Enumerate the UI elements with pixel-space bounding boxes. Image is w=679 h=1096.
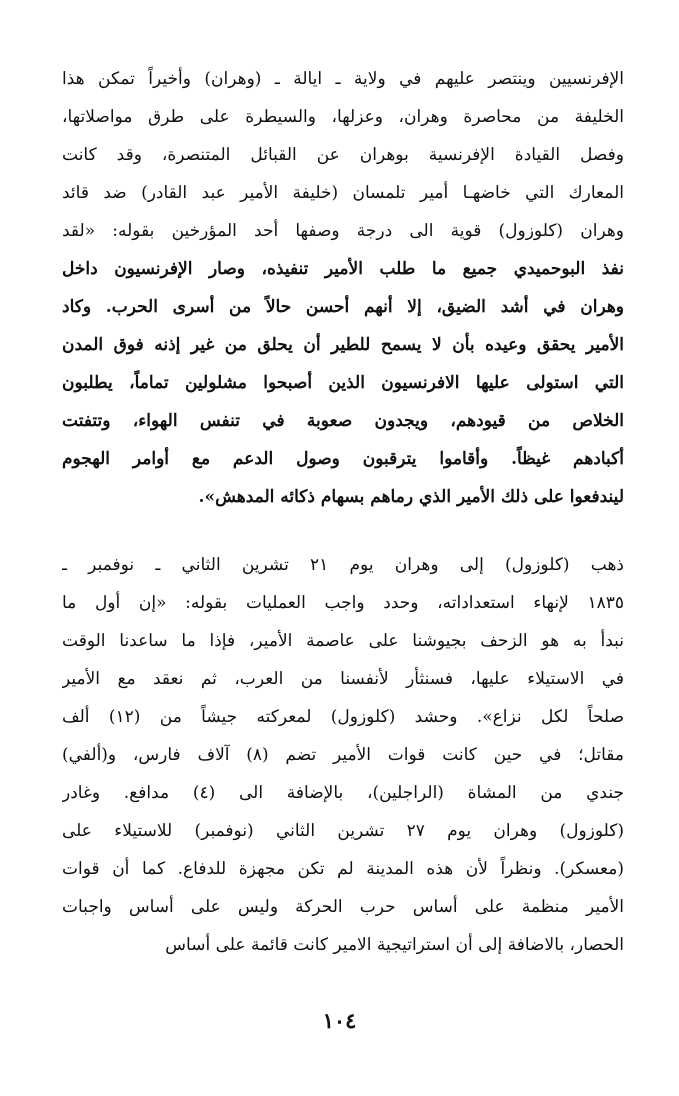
text-line: المعارك التي خاضهـا أمير تلمسان (خليفة الأمير عبد القادر) ضد قائد [62, 183, 624, 203]
text-line: الإفرنسيين وينتصر عليهم في ولاية ـ ايالة ـ (وهران) وأخيراً تمكن هذا [62, 69, 624, 89]
text-line: وفصل القيادة الإفرنسية بوهران عن القبائل المتنصرة، وقد كانت [62, 145, 624, 165]
paragraph-gap [62, 516, 624, 546]
text-line: الخلاص من قيودهم، ويجدون صعوبة في تنفس الهواء، وتتفتت [62, 411, 624, 431]
text-line: الأمير منظمة على أساس حرب الحركة وليس على أساس واجبات [62, 897, 624, 917]
page-body [62, 60, 624, 964]
text-line: الخليفة من محاصرة وهران، وعزلها، والسيطرة على طرق مواصلاتها، [62, 107, 624, 127]
text-line: الأمير يحقق وعيده بأن لا يسمح للطير أن يحلق من غير إذنه فوق المدن [62, 335, 624, 355]
text-line: التي استولى عليها الافرنسيون الذين أصبحوا مشلولين تماماً، يطلبون [62, 373, 624, 393]
text-line: (كلوزول) وهران يوم ٢٧ تشرين الثاني (نوفمبر) للاستيلاء على [62, 821, 624, 841]
text-line: ليندفعوا على ذلك الأمير الذي رماهم بسهام ذكائه المدهش». [198, 487, 624, 507]
text-line: الحصار، بالاضافة إلى أن استراتيجية الامير كانت قائمة على أساس [165, 935, 624, 955]
text-line: ذهب (كلوزول) إلى وهران يوم ٢١ تشرين الثاني ـ نوفمبر ـ [62, 555, 624, 575]
text-line: جندي من المشاة (الراجلين)، بالإضافة الى (٤) مدافع. وغادر [62, 783, 624, 803]
text-line: مقاتل؛ في حين كانت قوات الأمير تضم (٨) آلاف فارس، و(ألفي) [62, 745, 624, 765]
text-line: (معسكر). ونظراً لأن هذه المدينة لم تكن مجهزة للدفاع. كما أن قوات [62, 859, 624, 879]
paragraph-2 [62, 546, 624, 964]
text-line: أكبادهم غيظاً. وأقاموا يترقبون وصول الدعم مع أوامر الهجوم [62, 449, 624, 469]
text-line: في الاستيلاء عليها، فسنثأر لأنفسنا من العرب، ثم نعقد مع الأمير [62, 669, 624, 689]
text-line: وهران في أشد الضيق، إلا أنهم أحسن حالاً من أسرى الحرب. وكاد [62, 297, 624, 317]
text-line: وهران (كلوزول) قوية الى درجة وصفها أحد المؤرخين بقوله: «لقد [62, 221, 624, 241]
paragraph-1 [62, 60, 624, 516]
text-line: ١٨٣٥ لإنهاء استعداداته، وحدد واجب العمليات بقوله: «إن أول ما [62, 593, 624, 613]
text-line: نفذ البوحميدي جميع ما طلب الأمير تنفيذه، وصار الإفرنسيون داخل [62, 259, 624, 279]
page-number: ١٠٤ [322, 1008, 357, 1033]
text-line: نبدأ به هو الزحف بجيوشنا على عاصمة الأمير، فإذا ما ساعدنا الوقت [62, 631, 624, 651]
text-line: صلحاً لكل نزاع». وحشد (كلوزول) لمعركته جيشاً من (١٢) ألف [62, 707, 624, 727]
